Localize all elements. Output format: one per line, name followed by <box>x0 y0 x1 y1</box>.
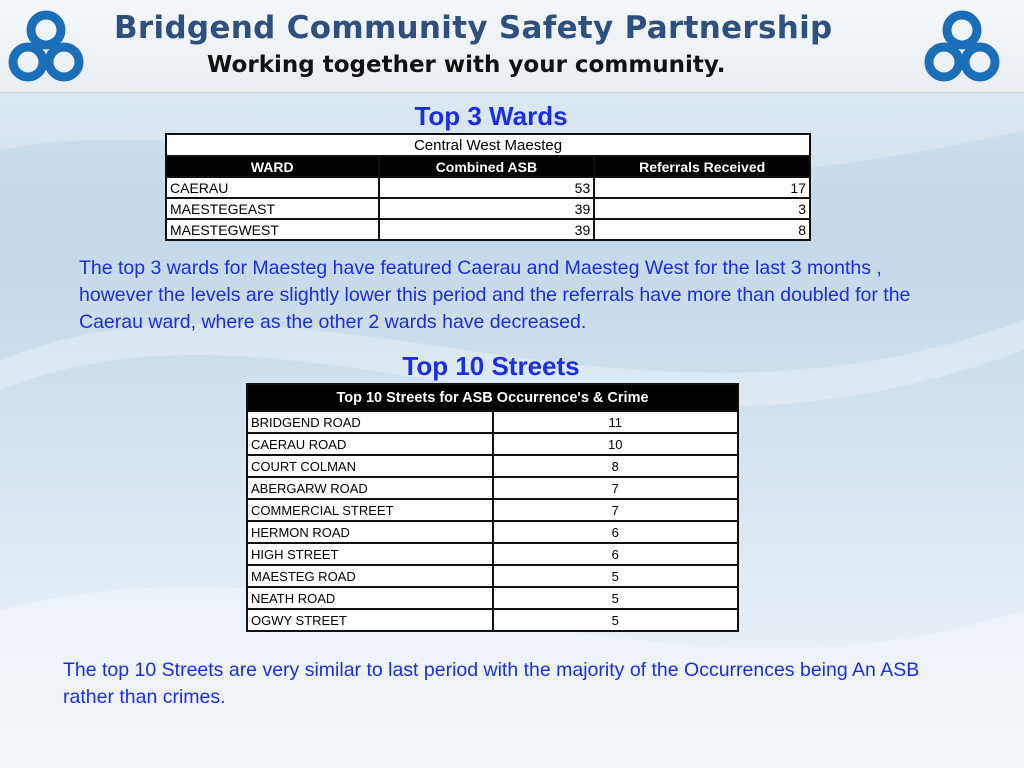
wards-summary: The top 3 wards for Maesteg have featured Caerau and Maesteg West for the last 3 months , however the levels are slightly lower this period and the referrals have more than doubled for the Caerau ward, where as the other 2 wards have decreased. <box>79 257 911 333</box>
table-row <box>166 198 810 219</box>
streets-table <box>246 383 739 632</box>
top-wards-heading: Top 3 Wards <box>414 101 568 131</box>
street-cell: HERMON ROAD <box>247 521 493 543</box>
wards-table-caption: Central West Maesteg <box>166 134 810 156</box>
column-header-ward: WARD <box>166 156 379 177</box>
count-cell: 7 <box>493 499 739 521</box>
table-row <box>247 521 738 543</box>
asb-cell: 53 <box>379 177 595 198</box>
organisation-tagline: Working together with your community. <box>207 52 726 78</box>
referrals-cell: 17 <box>594 177 810 198</box>
street-cell: ABERGARW ROAD <box>247 477 493 499</box>
count-cell: 7 <box>493 477 739 499</box>
street-cell: OGWY STREET <box>247 609 493 631</box>
organisation-title: Bridgend Community Safety Partnership <box>114 10 833 46</box>
count-cell: 6 <box>493 543 739 565</box>
ward-cell: MAESTEGWEST <box>166 219 379 240</box>
table-row <box>247 587 738 609</box>
streets-table-header <box>247 384 738 411</box>
table-row <box>247 609 738 631</box>
streets-summary: The top 10 Streets are very similar to last period with the majority of the Occurrences being An ASB rather than crimes. <box>63 659 920 708</box>
ward-cell: CAERAU <box>166 177 379 198</box>
count-cell: 5 <box>493 609 739 631</box>
column-header-combined-asb: Combined ASB <box>379 156 595 177</box>
table-row <box>247 411 738 433</box>
header-banner <box>0 0 1024 93</box>
streets-table-title: Top 10 Streets for ASB Occurrence's & Crime <box>247 384 738 411</box>
top-streets-heading: Top 10 Streets <box>402 351 580 381</box>
count-cell: 8 <box>493 455 739 477</box>
wards-table-caption-row <box>166 134 810 156</box>
street-cell: HIGH STREET <box>247 543 493 565</box>
count-cell: 5 <box>493 565 739 587</box>
table-row <box>247 499 738 521</box>
count-cell: 11 <box>493 411 739 433</box>
column-header-referrals: Referrals Received <box>594 156 810 177</box>
table-row <box>247 477 738 499</box>
street-cell: NEATH ROAD <box>247 587 493 609</box>
count-cell: 5 <box>493 587 739 609</box>
table-row <box>247 433 738 455</box>
street-cell: COURT COLMAN <box>247 455 493 477</box>
street-cell: MAESTEG ROAD <box>247 565 493 587</box>
asb-cell: 39 <box>379 198 595 219</box>
table-row <box>166 177 810 198</box>
asb-cell: 39 <box>379 219 595 240</box>
referrals-cell: 3 <box>594 198 810 219</box>
street-cell: CAERAU ROAD <box>247 433 493 455</box>
table-row <box>247 543 738 565</box>
count-cell: 6 <box>493 521 739 543</box>
table-row <box>247 565 738 587</box>
table-row <box>166 219 810 240</box>
partnership-logo-icon <box>4 8 88 86</box>
wards-table <box>165 133 811 241</box>
street-cell: BRIDGEND ROAD <box>247 411 493 433</box>
partnership-logo-icon <box>920 8 1004 86</box>
wards-table-header <box>166 156 810 177</box>
ward-cell: MAESTEGEAST <box>166 198 379 219</box>
table-row <box>247 455 738 477</box>
count-cell: 10 <box>493 433 739 455</box>
referrals-cell: 8 <box>594 219 810 240</box>
street-cell: COMMERCIAL STREET <box>247 499 493 521</box>
